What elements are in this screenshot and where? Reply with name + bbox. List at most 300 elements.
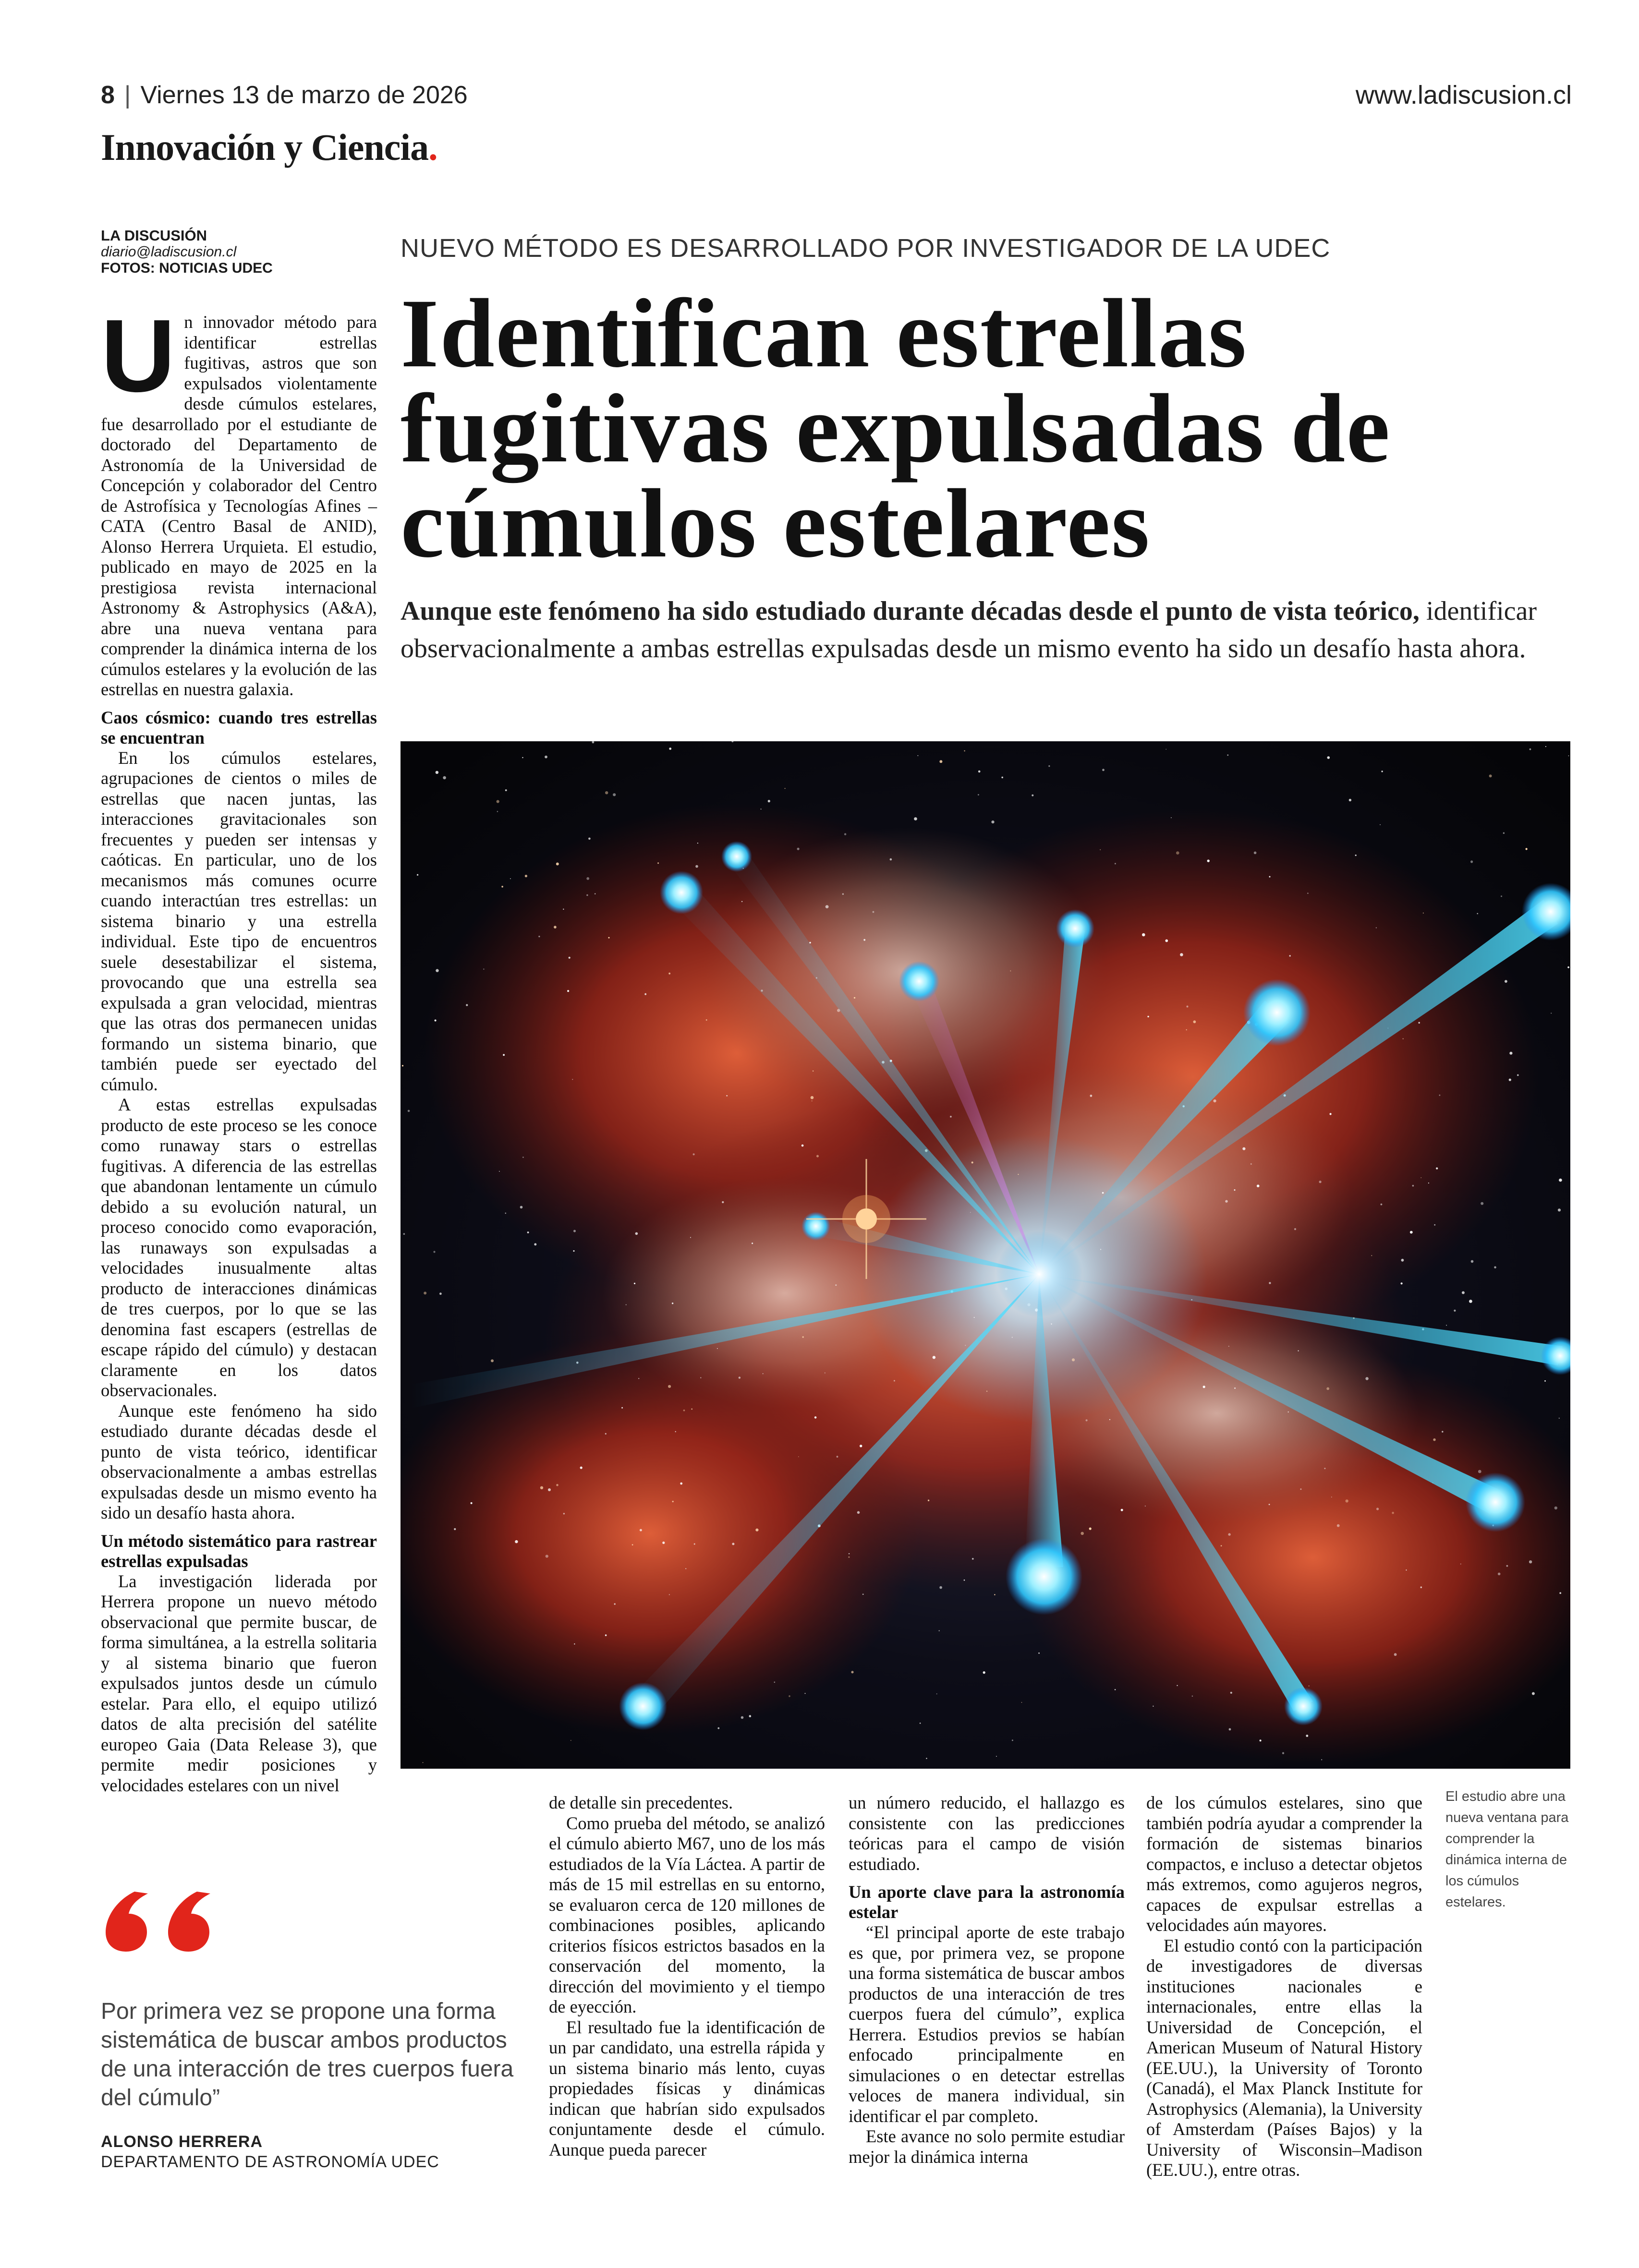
issue-date: Viernes 13 de marzo de 2026	[140, 81, 468, 109]
background-star	[1228, 1346, 1229, 1347]
background-star	[417, 874, 418, 876]
background-star	[825, 1373, 826, 1374]
background-star	[1018, 1174, 1019, 1175]
background-star	[774, 1682, 776, 1683]
background-star	[928, 1500, 929, 1501]
background-star	[1442, 1431, 1443, 1432]
background-star	[717, 1348, 718, 1349]
background-star	[408, 1110, 410, 1112]
background-star	[443, 776, 446, 780]
background-star	[697, 843, 698, 844]
background-star	[739, 1376, 741, 1378]
background-star	[1478, 1470, 1481, 1473]
deck	[401, 592, 1572, 667]
background-star	[497, 811, 498, 812]
article-column-2	[549, 1793, 825, 2160]
background-star	[1012, 1739, 1013, 1741]
background-star	[1503, 832, 1505, 834]
background-star	[1454, 1310, 1456, 1312]
background-star	[1439, 1095, 1441, 1096]
background-star	[573, 1250, 575, 1252]
background-star	[499, 1171, 500, 1172]
paragraph: En los cúmulos estelares, agrupaciones de cientos o miles de estrellas que nacen juntas, las interacciones gravitacionales son frecuentes y pueden ser intensas y caóticas. En particular, uno de los mecanismos más comunes ocurre cuando interactúan tres estrellas: un sistema binario y una estrella individual. Este tipo de encuentros suele desestabilizar el sistema, provocando que una estrella sea expulsada a gran velocidad, mientras que las otras dos permanecen unidas formando un sistema binario, que también puede ser eyectado del cúmulo.	[101, 748, 377, 1094]
background-star	[918, 755, 919, 756]
background-star	[1501, 895, 1502, 897]
background-star	[1225, 1200, 1227, 1203]
background-star	[423, 1762, 424, 1763]
background-star	[797, 848, 800, 850]
background-star	[1186, 1029, 1187, 1030]
deck-bold: Aunque este fenómeno ha sido estudiado durante décadas desde el punto de vista teórico,	[401, 596, 1420, 626]
background-star	[1481, 1202, 1483, 1205]
background-star	[1288, 1411, 1289, 1412]
background-star	[435, 1020, 437, 1022]
background-star	[1048, 765, 1050, 767]
background-star	[890, 858, 892, 861]
background-star	[614, 1603, 616, 1604]
background-star	[842, 893, 844, 895]
background-star	[726, 1095, 728, 1097]
paragraph-continued: un número reducido, el hallazgo es consistente con las predicciones teóricas para el campo de visión estudiado.	[849, 1793, 1125, 1874]
background-star	[525, 875, 527, 877]
background-star	[763, 1373, 764, 1374]
background-star	[691, 1409, 692, 1410]
background-star	[556, 863, 559, 866]
background-star	[1446, 1325, 1447, 1326]
background-star	[1545, 746, 1546, 747]
page-header-left	[101, 81, 468, 109]
background-star	[690, 1237, 691, 1238]
background-star	[1401, 1282, 1403, 1284]
background-star	[854, 997, 855, 999]
article-column-1	[101, 298, 377, 1796]
background-star	[1380, 824, 1381, 825]
background-star	[1254, 852, 1257, 855]
background-star	[978, 794, 979, 796]
background-star	[503, 1054, 505, 1056]
background-star	[668, 973, 670, 975]
background-star	[1365, 1377, 1368, 1380]
background-star	[402, 1065, 403, 1066]
background-star	[497, 800, 499, 803]
background-star	[1428, 1182, 1429, 1183]
background-star	[1412, 1185, 1414, 1187]
background-star	[1193, 1020, 1196, 1023]
background-star	[608, 937, 610, 939]
background-star	[1420, 1177, 1421, 1178]
background-star	[801, 1145, 804, 1147]
background-star	[939, 760, 942, 763]
background-star	[1177, 1685, 1178, 1686]
background-star	[849, 1553, 850, 1554]
paragraph: Este avance no solo permite estudiar mejor la dinámica interna	[849, 2126, 1125, 2167]
background-star	[694, 1544, 695, 1545]
background-star	[768, 800, 770, 802]
background-star	[1529, 1560, 1532, 1563]
background-star	[1418, 1022, 1420, 1024]
background-star	[1072, 1358, 1075, 1361]
section-dot: .	[428, 126, 437, 168]
background-star	[1532, 1692, 1535, 1695]
background-star	[1081, 1532, 1084, 1535]
background-star	[1090, 1095, 1093, 1097]
article-photo	[401, 741, 1570, 1769]
background-star	[1051, 1324, 1052, 1325]
background-star	[554, 926, 557, 929]
background-star	[1567, 966, 1569, 968]
background-star	[683, 1410, 685, 1411]
background-star	[466, 1004, 468, 1006]
background-star	[1401, 1259, 1404, 1262]
background-star	[862, 1593, 864, 1595]
paragraph: El estudio contó con la participación de investigadores de diversas instituciones nacionales e internacionales, entre ellas la Universidad de Concepción, el American Museum of Natural History (EE.UU.), la University of Toronto (Canadá), el Max Planck Institute for Astrophysics (Alemania), la University of Amsterdam (Países Bajos) y la University of Wisconsin–Madison (EE.UU.), entre otras.	[1146, 1935, 1422, 2180]
background-star	[964, 1580, 965, 1581]
background-star	[837, 1456, 838, 1458]
paragraph: “El principal aporte de este trabajo es que, por primera vez, se propone una forma sistemática de buscar ambos productos de una interacción de tres cuerpos fuera del cúmulo”, explica Herrera. Estudios previos se habían enfocado principalmente en simulaciones o en detectar estrellas veloces de manera individual, sin identificar el par completo.	[849, 1922, 1125, 2126]
background-star	[1269, 876, 1271, 878]
deck-rest: identificar observacionalmente a ambas estrellas expulsadas desde un mismo evento ha sido un desafío hasta ahora.	[401, 596, 1537, 664]
background-star	[1115, 863, 1116, 864]
background-star	[994, 1594, 995, 1595]
subhead-aporte: Un aporte clave para la astronomía estelar	[849, 1882, 1125, 1922]
quote-mark-icon	[101, 1872, 245, 1964]
background-star	[695, 865, 698, 868]
background-star	[632, 1544, 633, 1545]
background-star	[1229, 1728, 1231, 1731]
background-star	[1250, 1163, 1252, 1165]
background-star	[1460, 1564, 1461, 1565]
background-star	[752, 1243, 753, 1244]
photo-caption: El estudio abre una nueva ventana para comprender la dinámica interna de los cúmulos estelares.	[1445, 1789, 1569, 1910]
background-star	[1355, 855, 1357, 856]
background-star	[722, 1201, 724, 1203]
background-star	[546, 1555, 548, 1557]
background-star	[403, 1233, 405, 1235]
background-star	[527, 1231, 529, 1233]
background-star	[1526, 848, 1528, 850]
background-star	[520, 1206, 523, 1209]
background-star	[1230, 1692, 1232, 1694]
background-star	[1394, 1653, 1397, 1656]
background-star	[986, 1391, 987, 1392]
background-star	[454, 1528, 456, 1530]
article-column-4	[1146, 1793, 1422, 2181]
background-star	[1420, 1586, 1422, 1588]
background-star	[1434, 1224, 1435, 1226]
background-star	[434, 1251, 436, 1253]
background-star	[1089, 1528, 1092, 1530]
background-star	[700, 1377, 701, 1378]
paragraph-continued: de los cúmulos estelares, sino que también podría ayudar a comprender la formación de sistemas binarios compactos, e incluso a detectar objetos más extremos, como agujeros negros, capaces de expulsar estrellas a velocidades aún mayores.	[1146, 1793, 1422, 1935]
background-star	[680, 1483, 682, 1485]
background-star	[635, 1232, 638, 1235]
background-star	[1337, 1524, 1340, 1527]
background-star	[814, 1416, 817, 1419]
background-star	[1489, 774, 1492, 777]
background-star	[1102, 769, 1105, 771]
background-star	[1410, 1231, 1413, 1234]
background-star	[1326, 1387, 1329, 1390]
background-star	[573, 1230, 576, 1232]
background-star	[1554, 1507, 1557, 1509]
background-star	[471, 1502, 473, 1504]
background-star	[672, 1501, 674, 1502]
background-star	[964, 750, 965, 751]
background-star	[732, 1543, 734, 1545]
background-star	[811, 1096, 814, 1099]
background-star	[1469, 1300, 1472, 1303]
section-label: Innovación y Ciencia	[101, 126, 429, 168]
background-star	[1306, 1735, 1308, 1737]
background-star	[669, 1594, 670, 1595]
background-star	[644, 993, 646, 995]
byline	[101, 228, 283, 277]
background-star	[939, 1586, 942, 1589]
background-star	[926, 1758, 927, 1759]
background-star	[1021, 1702, 1022, 1703]
page-number: 8	[101, 81, 115, 109]
background-star	[1121, 1509, 1123, 1511]
background-star	[515, 1540, 518, 1543]
background-star	[914, 817, 917, 820]
background-star	[816, 1155, 819, 1158]
background-star	[534, 1243, 536, 1245]
background-star	[1349, 799, 1351, 801]
background-star	[613, 793, 616, 796]
paragraph: Aunque este fenómeno ha sido estudiado durante décadas desde el punto de vista teórico, identificar observacionalmente a ambas estrellas expulsadas desde un mismo evento ha sido un desafío hasta ahora.	[101, 1400, 377, 1522]
background-star	[1568, 755, 1569, 756]
background-star	[563, 909, 564, 910]
background-star	[717, 1727, 719, 1729]
background-star	[863, 939, 865, 941]
background-star	[685, 1568, 686, 1569]
background-star	[572, 1079, 573, 1080]
background-star	[1506, 1565, 1508, 1567]
background-star	[1147, 1016, 1149, 1017]
background-star	[1376, 927, 1377, 928]
background-star	[844, 833, 846, 835]
background-star	[640, 1529, 642, 1532]
paragraph-intro: n innovador método para identificar estrellas fugitivas, astros que son expulsados violentamente desde cúmulos estelares, fue desarrollado por el estudiante de doctorado del Departamento de Astronomía de la Universidad de Concepción y colaborador del Centro de Astrofísica y Tecnologías Afines – CATA (Centro Basal de ANID), Alonso Herrera Urquieta. El estudio, publicado en mayo de 2025 en la prestigiosa revista internacional Astronomy & Astrophysics (A&A), abre una nueva ventana para comprender la dinámica interna de los cúmulos estelares y la evolución de las estrellas en nuestra galaxia.	[101, 312, 377, 699]
background-star	[1346, 1499, 1348, 1502]
background-star	[873, 911, 874, 913]
background-star	[1300, 1488, 1301, 1490]
background-star	[936, 1693, 937, 1694]
background-star	[510, 878, 511, 879]
background-star	[894, 1380, 895, 1382]
background-star	[1309, 1686, 1310, 1687]
background-star	[1403, 1038, 1404, 1039]
background-star	[634, 1283, 635, 1284]
background-star	[1471, 1260, 1474, 1263]
background-star	[848, 1556, 850, 1558]
headline: Identifican estrellas fugitivas expulsadas de cúmulos estelares	[401, 279, 1391, 578]
background-star	[965, 1345, 966, 1346]
quote-attribution	[101, 2132, 439, 2172]
background-star	[1142, 933, 1145, 937]
background-star	[1032, 795, 1033, 796]
background-star	[1505, 980, 1507, 983]
background-star	[970, 1212, 971, 1213]
background-star	[857, 1511, 860, 1514]
background-star	[638, 1378, 639, 1379]
background-star	[983, 1671, 985, 1674]
background-star	[567, 990, 569, 992]
background-star	[798, 1456, 799, 1457]
background-star	[972, 1558, 974, 1560]
byline-photos: FOTOS: NOTICIAS UDEC	[101, 260, 273, 276]
background-star	[491, 1359, 494, 1362]
runaway-stars-illustration	[401, 741, 1570, 1769]
background-star	[1260, 1739, 1262, 1741]
background-star	[741, 901, 742, 902]
background-star	[1115, 1689, 1116, 1690]
background-star	[1176, 851, 1179, 855]
background-star	[563, 1513, 565, 1514]
paragraph-continued: de detalle sin precedentes.	[549, 1793, 733, 1812]
background-star	[1234, 1387, 1236, 1389]
background-star	[950, 1116, 952, 1118]
background-star	[1086, 1419, 1088, 1421]
background-star	[605, 1634, 607, 1636]
background-star	[1517, 1074, 1519, 1076]
background-star	[1433, 1438, 1435, 1441]
background-star	[851, 1671, 853, 1673]
background-star	[1436, 1168, 1438, 1170]
background-star	[1269, 1504, 1270, 1505]
background-star	[1327, 756, 1330, 759]
background-star	[785, 788, 786, 789]
background-star	[1010, 970, 1011, 971]
paragraph: La investigación liderada por Herrera propone un nuevo método observacional que permite buscar, de forma simultánea, a la estrella solitaria y al sistema binario que fueron expulsados juntos desde un cúmulo estelar. Para ello, el equipo utilizó datos de alta precisión del satélite europeo Gaia (Data Release 3), que permite medir posiciones y velocidades estelares con un nivel	[101, 1571, 377, 1795]
background-star	[1544, 1380, 1546, 1382]
background-star	[974, 1317, 975, 1318]
background-star	[826, 905, 829, 908]
paragraph: A estas estrellas expulsadas producto de este proceso se les conoce como runaway stars o estrellas fugitivas. A diferencia de las estrellas que abandonan lentamente un cúmulo debido a su evolución natural, un proceso conocido como evaporación, las runaways son expulsadas a velocidades inusualmente altas producto de interacciones dinámicas de tres cuerpos, por lo que se las denomina fast escapers (estrellas de escape rápido del cúmulo) y destacan claramente en los datos observacionales.	[101, 1095, 377, 1400]
background-star	[621, 1407, 623, 1409]
background-star	[1477, 913, 1478, 915]
background-star	[991, 820, 994, 823]
background-star	[1307, 893, 1309, 894]
background-star	[1381, 1204, 1383, 1206]
background-star	[605, 1433, 607, 1435]
background-star	[1234, 1189, 1236, 1191]
background-star	[1530, 748, 1531, 750]
background-star	[1242, 1147, 1245, 1150]
background-star	[971, 1161, 973, 1163]
background-star	[1324, 1468, 1325, 1469]
background-star	[1321, 1759, 1322, 1760]
background-star	[1269, 1282, 1271, 1284]
background-star	[540, 1486, 543, 1489]
background-star	[1376, 1508, 1379, 1510]
background-star	[1187, 1006, 1189, 1008]
background-star	[675, 1431, 676, 1432]
background-star	[626, 1304, 627, 1305]
quote-author: ALONSO HERRERA	[101, 2133, 263, 2151]
background-star	[1298, 1350, 1299, 1351]
background-star	[672, 1303, 673, 1304]
drop-cap: U	[101, 298, 176, 413]
background-star	[669, 748, 671, 750]
background-star	[1559, 1592, 1561, 1594]
background-star	[1171, 817, 1172, 818]
background-star	[1494, 1266, 1496, 1268]
quote-role: DEPARTAMENTO DE ASTRONOMÍA UDEC	[101, 2153, 439, 2171]
background-star	[1221, 1545, 1222, 1546]
background-star	[741, 1716, 744, 1719]
background-star	[1294, 1228, 1296, 1230]
background-star	[1289, 955, 1291, 956]
background-star	[436, 771, 438, 774]
background-star	[556, 1484, 558, 1486]
byline-email: diario@ladiscusion.cl	[101, 244, 237, 260]
background-star	[1509, 1052, 1512, 1055]
background-star	[1406, 1569, 1407, 1570]
background-star	[1227, 754, 1228, 756]
background-star	[1371, 1255, 1372, 1256]
background-star	[1257, 1184, 1260, 1187]
pull-quote: Por primera vez se propone una forma sistemática de buscar ambos productos de una interacción de tres cuerpos fuera del cúmulo”	[101, 1999, 514, 2111]
background-star	[436, 969, 438, 972]
background-star	[1102, 1192, 1104, 1194]
background-star	[789, 1695, 790, 1697]
background-star	[1145, 1506, 1146, 1507]
background-star	[1180, 953, 1183, 956]
background-star	[522, 1157, 524, 1158]
background-star	[1319, 1181, 1322, 1183]
background-star	[812, 1100, 813, 1101]
background-star	[569, 957, 571, 959]
background-star	[1038, 1653, 1040, 1654]
background-star	[755, 1529, 758, 1532]
background-star	[1559, 1418, 1560, 1419]
background-star	[586, 894, 588, 896]
background-star	[860, 1445, 862, 1447]
background-star	[662, 1542, 665, 1544]
background-star	[483, 968, 484, 969]
background-star	[1558, 1208, 1561, 1211]
background-star	[439, 1292, 442, 1295]
background-star	[805, 1693, 806, 1694]
background-star	[580, 1467, 583, 1469]
background-star	[933, 1356, 935, 1359]
background-star	[574, 1643, 575, 1644]
background-star	[1203, 1386, 1205, 1388]
background-star	[505, 789, 507, 791]
background-star	[749, 1715, 752, 1717]
background-star	[1165, 940, 1168, 942]
background-star	[605, 791, 608, 794]
subhead-caos: Caos cósmico: cuando tres estrellas se encuentran	[101, 707, 377, 748]
background-star	[1559, 1179, 1562, 1182]
background-star	[501, 886, 503, 888]
background-star	[996, 1756, 997, 1757]
background-star	[835, 1284, 837, 1286]
background-star	[1392, 1512, 1394, 1514]
background-star	[1470, 860, 1473, 863]
background-star	[1012, 1337, 1013, 1338]
paragraph: El resultado fue la identificación de un par candidato, una estrella rápida y un sistema binario más lento, cuyas propiedades físicas y dinámicas indican que habrían sido expulsados conjuntamente desde el cúmulo. Aunque pueda parecer	[549, 2017, 825, 2159]
article-column-3	[849, 1793, 1125, 2167]
background-star	[761, 808, 762, 809]
website-url[interactable]: www.ladiscusion.cl	[1355, 81, 1572, 109]
background-star	[1331, 1496, 1332, 1497]
background-star	[1330, 1113, 1332, 1115]
background-star	[505, 1213, 507, 1214]
background-star	[939, 1630, 940, 1631]
background-star	[1381, 771, 1383, 772]
